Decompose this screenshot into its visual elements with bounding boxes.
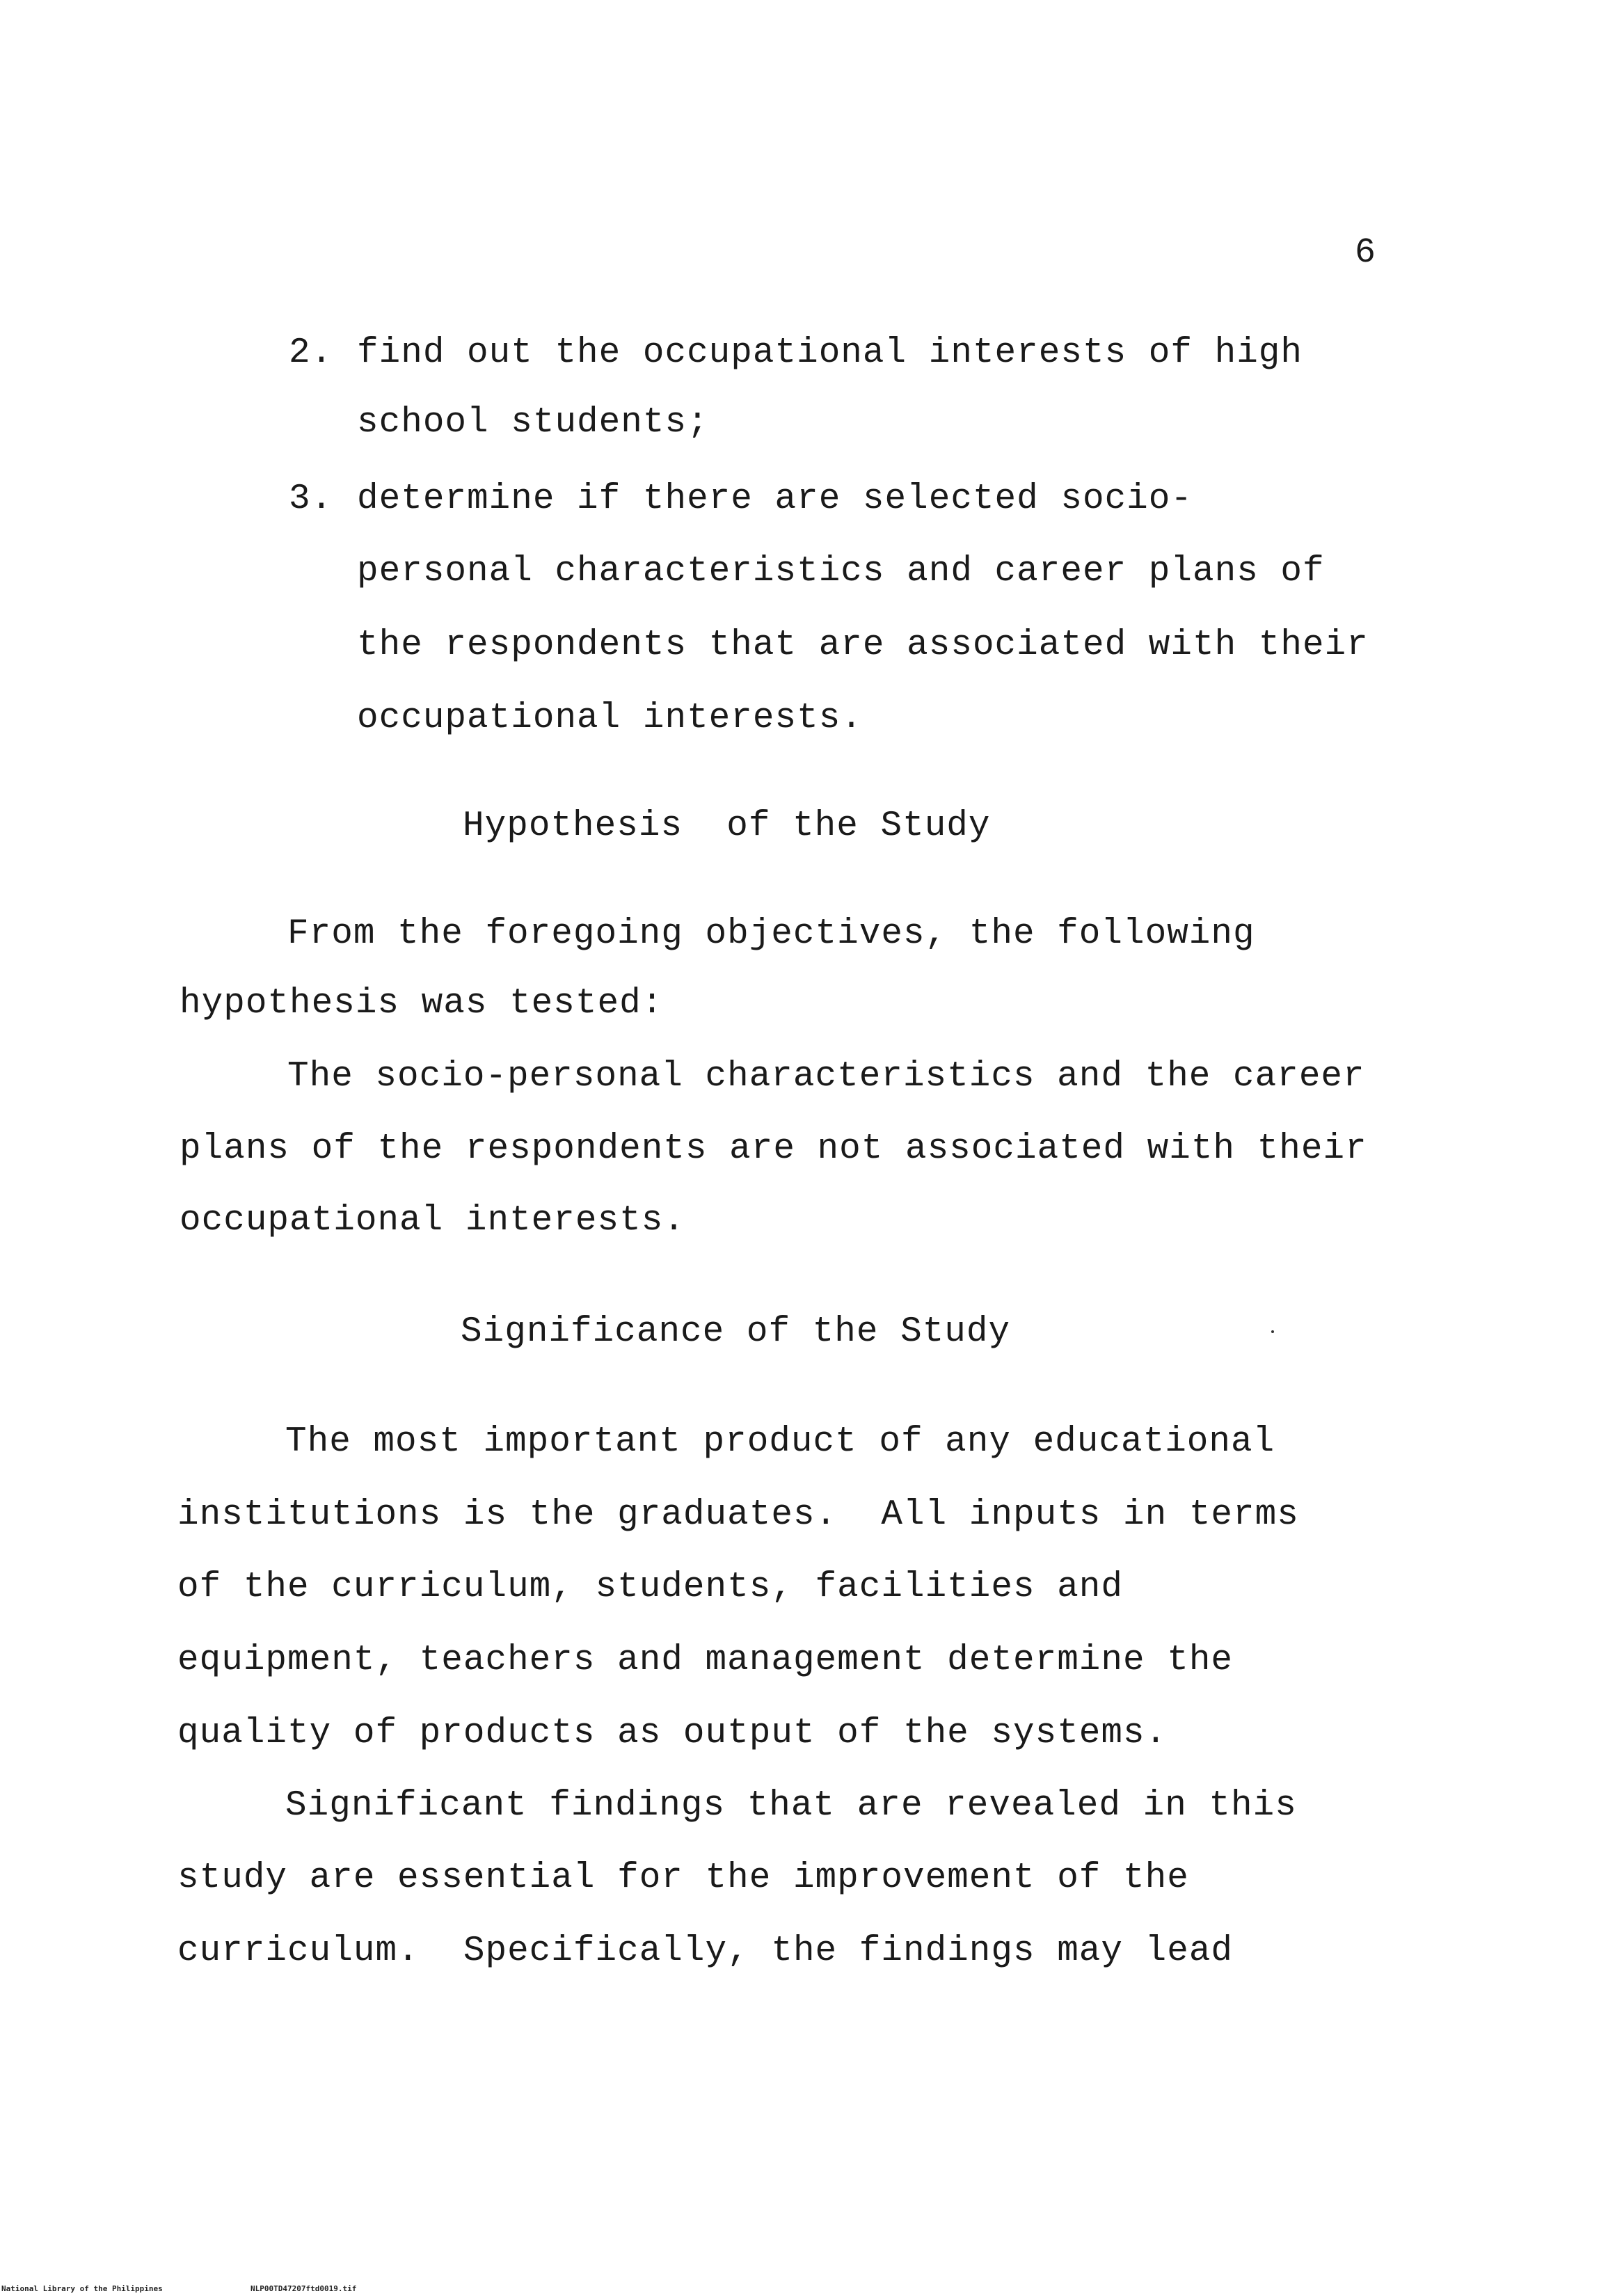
paragraph-line: institutions is the graduates. All inputs in terms xyxy=(177,1495,1299,1535)
list-item-line: determine if there are selected socio- xyxy=(357,479,1193,519)
footer-file-name: NLP00TD47207ftd0019.tif xyxy=(250,2284,357,2293)
paragraph-line: study are essential for the improvement of the xyxy=(177,1858,1189,1898)
paragraph-line: quality of products as output of the systems. xyxy=(177,1714,1168,1753)
paragraph-line: The most important product of any educational xyxy=(285,1422,1275,1462)
paragraph-line: hypothesis was tested: xyxy=(180,984,664,1023)
scan-speck xyxy=(1271,1330,1274,1333)
paragraph-line: of the curriculum, students, facilities and xyxy=(177,1568,1124,1607)
paragraph-line: curriculum. Specifically, the findings may lead xyxy=(177,1931,1234,1971)
paragraph-line: The socio-personal characteristics and the career xyxy=(287,1057,1365,1097)
section-heading-hypothesis: Hypothesis of the Study xyxy=(463,806,991,846)
paragraph-line: equipment, teachers and management determine the xyxy=(177,1641,1234,1680)
footer-library-name: National Library of the Philippines xyxy=(1,2284,163,2293)
page-number: 6 xyxy=(1355,233,1376,273)
list-item-line: find out the occupational interests of high xyxy=(357,333,1303,373)
paragraph-line: occupational interests. xyxy=(180,1201,685,1241)
list-item-line: school students; xyxy=(357,403,709,443)
paragraph-line: plans of the respondents are not associated with their xyxy=(180,1129,1367,1169)
paragraph-line: Significant findings that are revealed in this xyxy=(285,1786,1297,1826)
section-heading-significance: Significance of the Study xyxy=(461,1312,1011,1352)
list-item-line: occupational interests. xyxy=(357,699,863,738)
paragraph-line: From the foregoing objectives, the following xyxy=(287,914,1255,954)
list-item-line: the respondents that are associated with their xyxy=(357,625,1369,665)
list-item-line: personal characteristics and career plans of xyxy=(357,552,1325,591)
list-item-number: 3. xyxy=(289,479,333,519)
list-item-number: 2. xyxy=(289,333,333,373)
